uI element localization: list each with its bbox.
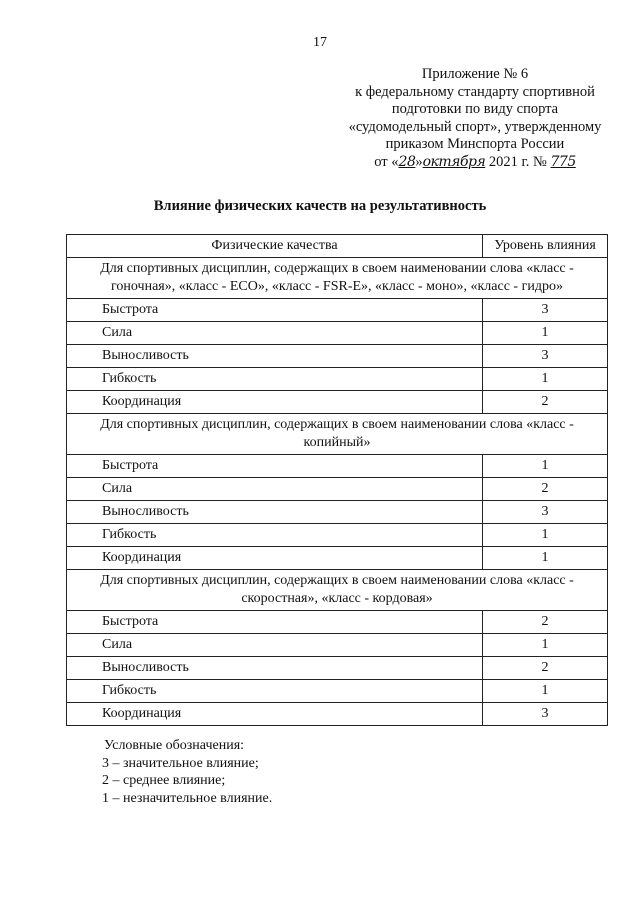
level-cell: 2	[483, 611, 608, 634]
legend	[104, 737, 272, 807]
table-row	[67, 391, 608, 414]
level-cell: 1	[483, 524, 608, 547]
group-row	[67, 570, 608, 611]
level-cell: 3	[483, 703, 608, 726]
table-row	[67, 524, 608, 547]
level-cell: 3	[483, 501, 608, 524]
legend-item: 3 – значительное влияние;	[102, 755, 259, 771]
order-date-line	[330, 154, 620, 172]
table-header-row	[67, 235, 608, 258]
date-year: 2021 г. №	[485, 153, 551, 170]
quality-cell: Координация	[67, 703, 483, 726]
group-description: Для спортивных дисциплин, содержащих в своем наименовании слова «класс - копийный»	[67, 414, 608, 455]
level-cell: 2	[483, 391, 608, 414]
header-qualities: Физические качества	[67, 235, 483, 258]
table-row	[67, 299, 608, 322]
table-row	[67, 322, 608, 345]
level-cell: 2	[483, 478, 608, 501]
group-description: Для спортивных дисциплин, содержащих в своем наименовании слова «класс - гоночная», «класс - ECO», «класс - FSR-E», «класс - моно», «класс - гидро»	[67, 258, 608, 299]
quality-cell: Выносливость	[67, 657, 483, 680]
table-row	[67, 501, 608, 524]
table-row	[67, 680, 608, 703]
table-row	[67, 455, 608, 478]
appendix-line-4: «судомодельный спорт», утвержденному	[348, 118, 602, 135]
table-row	[67, 345, 608, 368]
quality-cell: Выносливость	[67, 345, 483, 368]
quality-cell: Гибкость	[67, 680, 483, 703]
quality-cell: Сила	[67, 634, 483, 657]
level-cell: 1	[483, 547, 608, 570]
date-prefix: от «	[374, 153, 399, 170]
group-description: Для спортивных дисциплин, содержащих в своем наименовании слова «класс - скоростная», «класс - кордовая»	[67, 570, 608, 611]
appendix-line-2: к федеральному стандарту спортивной	[355, 83, 595, 100]
level-cell: 1	[483, 634, 608, 657]
table-row	[67, 634, 608, 657]
quality-cell: Сила	[67, 478, 483, 501]
legend-heading: Условные обозначения:	[104, 738, 245, 753]
level-cell: 1	[483, 322, 608, 345]
order-number-handwritten: 775	[550, 153, 576, 170]
level-cell: 3	[483, 345, 608, 368]
level-cell: 1	[483, 680, 608, 703]
appendix-line-5: приказом Минспорта России	[385, 136, 565, 153]
level-cell: 1	[483, 368, 608, 391]
table-body	[67, 258, 608, 726]
group-row	[67, 258, 608, 299]
quality-cell: Быстрота	[67, 455, 483, 478]
date-day-handwritten: 28	[398, 153, 416, 170]
header-level: Уровень влияния	[483, 235, 608, 258]
table-row	[67, 547, 608, 570]
quality-cell: Гибкость	[67, 368, 483, 391]
page-number: 17	[313, 35, 327, 50]
date-mid: »	[415, 153, 423, 170]
legend-item: 1 – незначительное влияние.	[102, 790, 273, 806]
quality-cell: Сила	[67, 322, 483, 345]
document-title: Влияние физических качеств на результативность	[153, 198, 487, 214]
table-row	[67, 703, 608, 726]
quality-cell: Быстрота	[67, 611, 483, 634]
appendix-header	[330, 66, 620, 172]
quality-cell: Выносливость	[67, 501, 483, 524]
quality-cell: Быстрота	[67, 299, 483, 322]
table-row	[67, 368, 608, 391]
table-row	[67, 478, 608, 501]
quality-cell: Координация	[67, 547, 483, 570]
appendix-line-3: подготовки по виду спорта	[391, 101, 559, 118]
date-month-handwritten: октября	[422, 153, 486, 170]
level-cell: 3	[483, 299, 608, 322]
legend-item: 2 – среднее влияние;	[102, 773, 226, 788]
qualities-table	[66, 234, 608, 726]
group-row	[67, 414, 608, 455]
quality-cell: Гибкость	[67, 524, 483, 547]
appendix-line-1: Приложение № 6	[421, 66, 529, 82]
quality-cell: Координация	[67, 391, 483, 414]
level-cell: 1	[483, 455, 608, 478]
table-row	[67, 657, 608, 680]
table-row	[67, 611, 608, 634]
level-cell: 2	[483, 657, 608, 680]
